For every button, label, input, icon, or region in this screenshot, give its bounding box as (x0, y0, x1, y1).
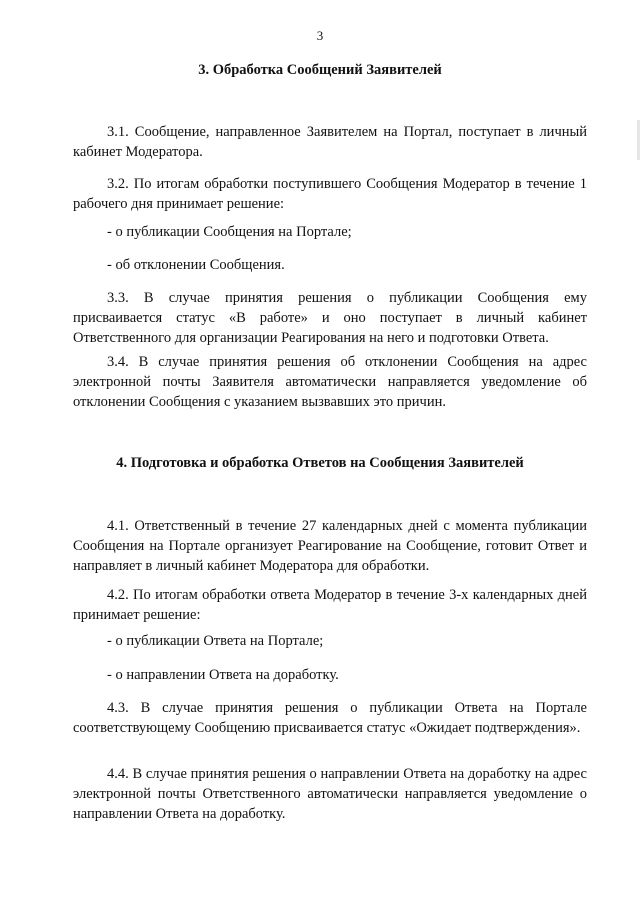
paragraph-4-4: 4.4. В случае принятия решения о направлении Ответа на доработку на адрес электронной почты Ответственного автоматически направляется уведомление о направлении Ответа на доработку. (73, 766, 587, 822)
section-3-title: 3. Обработка Сообщений Заявителей (198, 62, 442, 78)
paragraph-3-3: 3.3. В случае принятия решения о публикации Сообщения ему присваивается статус «В работе» и оно поступает в личный кабинет Ответственного для организации Реагирования на него и подготовки Ответа. (73, 290, 587, 346)
list-item-4-2-a: - о публикации Ответа на Портале; (107, 633, 324, 649)
paragraph-4-3: 4.3. В случае принятия решения о публикации Ответа на Портале соответствующему Сообщению присваивается статус «Ожидает подтверждения». (73, 700, 587, 736)
paragraph-3-1: 3.1. Сообщение, направленное Заявителем на Портал, поступает в личный кабинет Модератора. (73, 124, 587, 160)
list-item-4-2-b: - о направлении Ответа на доработку. (107, 667, 339, 683)
paragraph-4-1: 4.1. Ответственный в течение 27 календарных дней с момента публикации Сообщения на Портале организует Реагирование на Сообщение, готовит Ответ и направляет в личный кабинет Модератора для обработки. (73, 518, 587, 574)
list-item-3-2-b: - об отклонении Сообщения. (107, 257, 285, 273)
paragraph-3-2: 3.2. По итогам обработки поступившего Сообщения Модератор в течение 1 рабочего дня принимает решение: (73, 176, 587, 212)
section-4-title: 4. Подготовка и обработка Ответов на Сообщения Заявителей (116, 455, 524, 471)
paragraph-4-2: 4.2. По итогам обработки ответа Модератор в течение 3-х календарных дней принимает решение: (73, 587, 587, 623)
page-number: 3 (316, 28, 324, 43)
paragraph-3-4: 3.4. В случае принятия решения об отклонении Сообщения на адрес электронной почты Заявителя автоматически направляется уведомление об отклонении Сообщения с указанием вызвавших это причин. (73, 354, 587, 410)
list-item-3-2-a: - о публикации Сообщения на Портале; (107, 224, 352, 240)
